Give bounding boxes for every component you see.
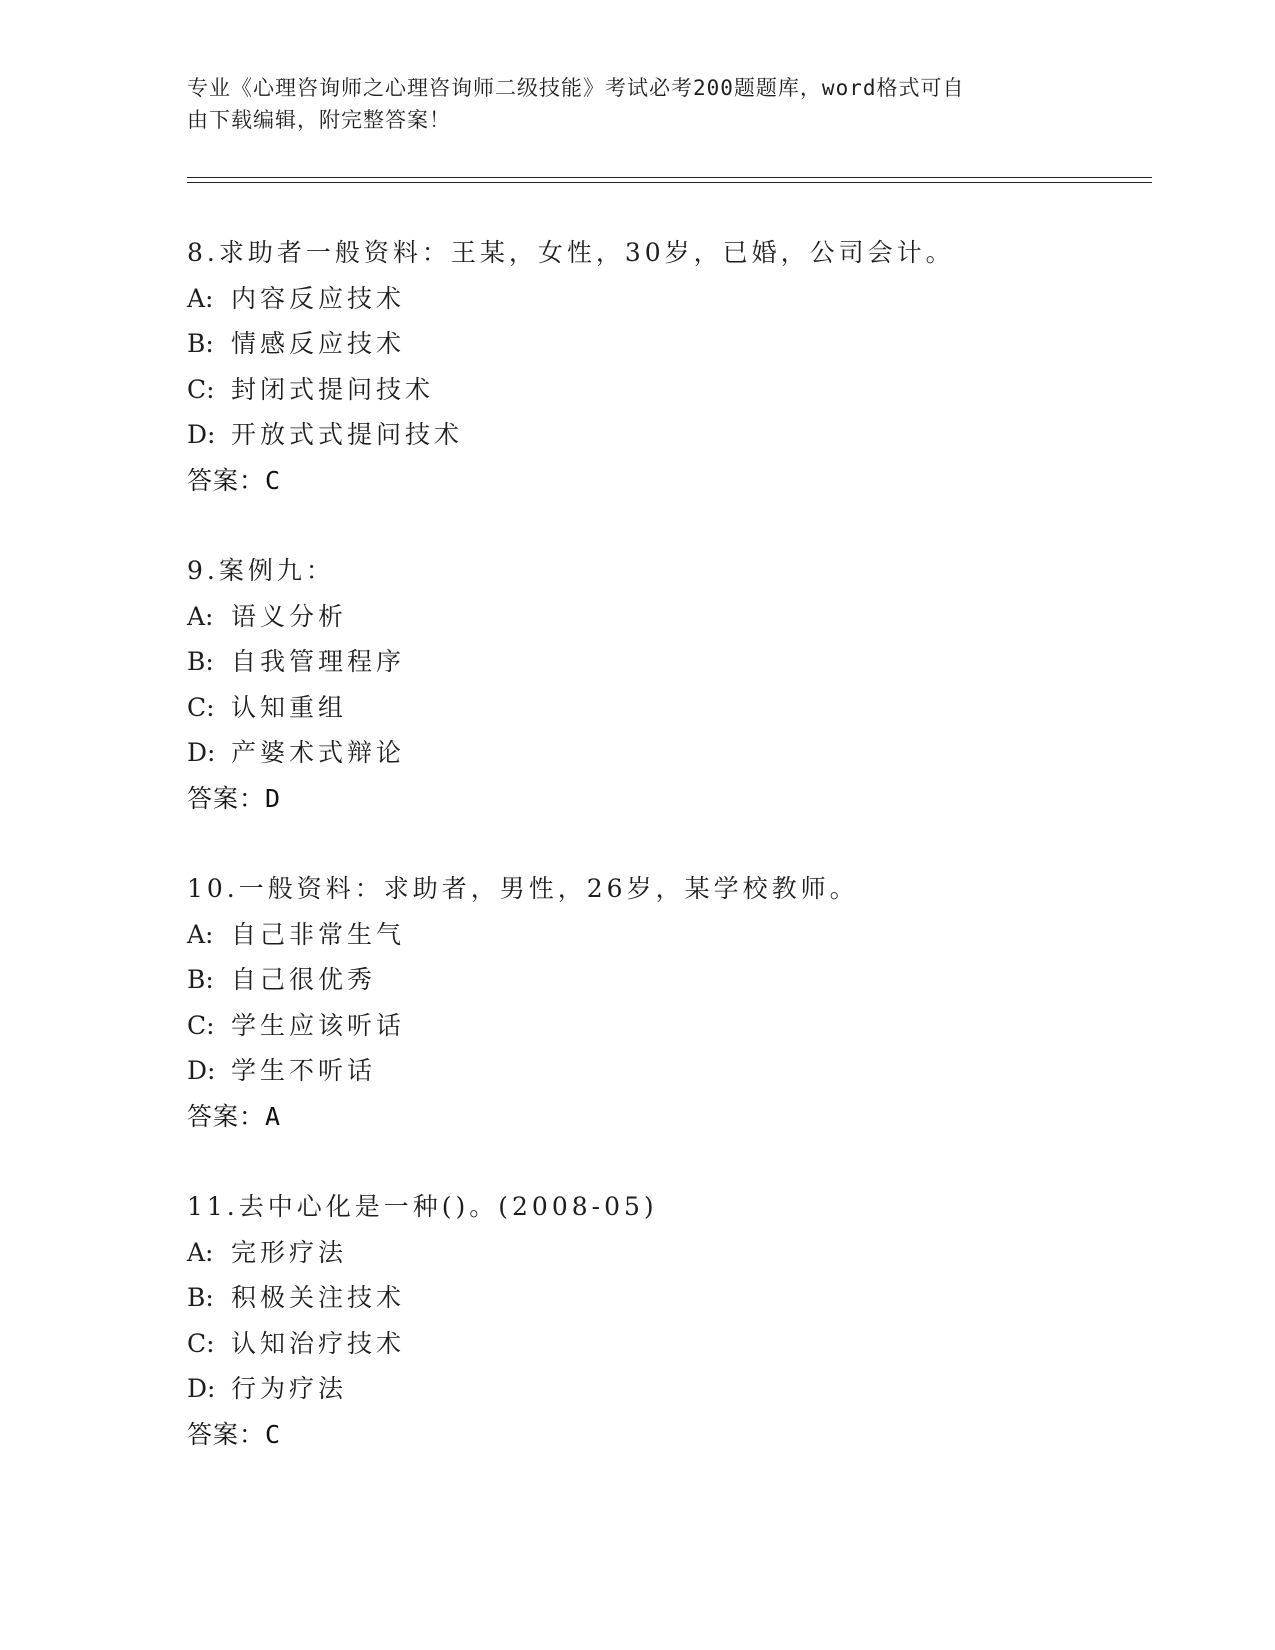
option-d: [187, 730, 1147, 776]
option-text: 认知治疗技术: [231, 1328, 406, 1358]
option-letter: A:: [187, 283, 214, 313]
option-text: 自己非常生气: [231, 919, 406, 949]
option-b: [187, 639, 1147, 685]
question-10: [187, 866, 1147, 1139]
question-stem: 11.去中心化是一种()。(2008-05): [187, 1192, 658, 1221]
option-letter: B:: [187, 329, 214, 358]
option-letter: D:: [187, 738, 216, 767]
option-text: 自我管理程序: [231, 647, 406, 676]
question-stem: 8.求助者一般资料：王某，女性，30岁，已婚，公司会计。: [187, 238, 955, 267]
option-a: [187, 912, 1147, 958]
option-text: 内容反应技术: [231, 283, 406, 313]
question-8: [187, 230, 1147, 503]
question-9: [187, 548, 1147, 821]
option-letter: C:: [187, 374, 215, 404]
option-a: [187, 1230, 1147, 1276]
question-list: [187, 230, 1147, 1502]
option-text: 积极关注技术: [231, 1283, 406, 1312]
option-c: [187, 1321, 1147, 1367]
option-text: 完形疗法: [231, 1237, 348, 1267]
option-text: 行为疗法: [231, 1374, 348, 1403]
option-text: 开放式式提问技术: [231, 420, 464, 449]
answer-line: 答案：A: [187, 1101, 282, 1131]
option-letter: B:: [187, 965, 214, 994]
option-letter: D:: [187, 1056, 216, 1085]
option-d: [187, 412, 1147, 458]
header-divider-top: [187, 177, 1152, 178]
option-a: [187, 276, 1147, 322]
option-text: 封闭式提问技术: [231, 374, 435, 404]
document-header: [187, 72, 1067, 136]
option-text: 学生不听话: [231, 1056, 377, 1085]
option-text: 情感反应技术: [231, 329, 406, 358]
option-text: 学生应该听话: [231, 1010, 406, 1040]
option-c: [187, 1003, 1147, 1049]
option-letter: B:: [187, 1283, 214, 1312]
option-c: [187, 685, 1147, 731]
option-letter: B:: [187, 647, 214, 676]
option-a: [187, 594, 1147, 640]
header-divider-bottom: [187, 182, 1152, 183]
option-text: 产婆术式辩论: [231, 738, 406, 767]
option-d: [187, 1048, 1147, 1094]
option-text: 认知重组: [231, 692, 348, 722]
option-b: [187, 1275, 1147, 1321]
header-line-1: 专业《心理咨询师之心理咨询师二级技能》考试必考200题题库，word格式可自: [187, 76, 965, 100]
option-d: [187, 1366, 1147, 1412]
answer-line: 答案：C: [187, 465, 282, 495]
header-line-2: 由下载编辑，附完整答案！: [187, 108, 451, 132]
option-letter: A:: [187, 601, 214, 631]
question-stem: 9.案例九：: [187, 556, 335, 585]
option-letter: D:: [187, 420, 216, 449]
option-letter: A:: [187, 919, 214, 949]
question-11: [187, 1184, 1147, 1457]
option-text: 语义分析: [231, 601, 348, 631]
option-letter: C:: [187, 1010, 215, 1040]
option-letter: D:: [187, 1374, 216, 1403]
answer-line: 答案：D: [187, 783, 282, 813]
option-letter: C:: [187, 692, 215, 722]
option-letter: C:: [187, 1328, 215, 1358]
option-b: [187, 957, 1147, 1003]
question-stem: 10.一般资料：求助者，男性，26岁，某学校教师。: [187, 874, 859, 903]
option-c: [187, 367, 1147, 413]
option-letter: A:: [187, 1237, 214, 1267]
option-b: [187, 321, 1147, 367]
option-text: 自己很优秀: [231, 965, 377, 994]
answer-line: 答案：C: [187, 1419, 282, 1449]
